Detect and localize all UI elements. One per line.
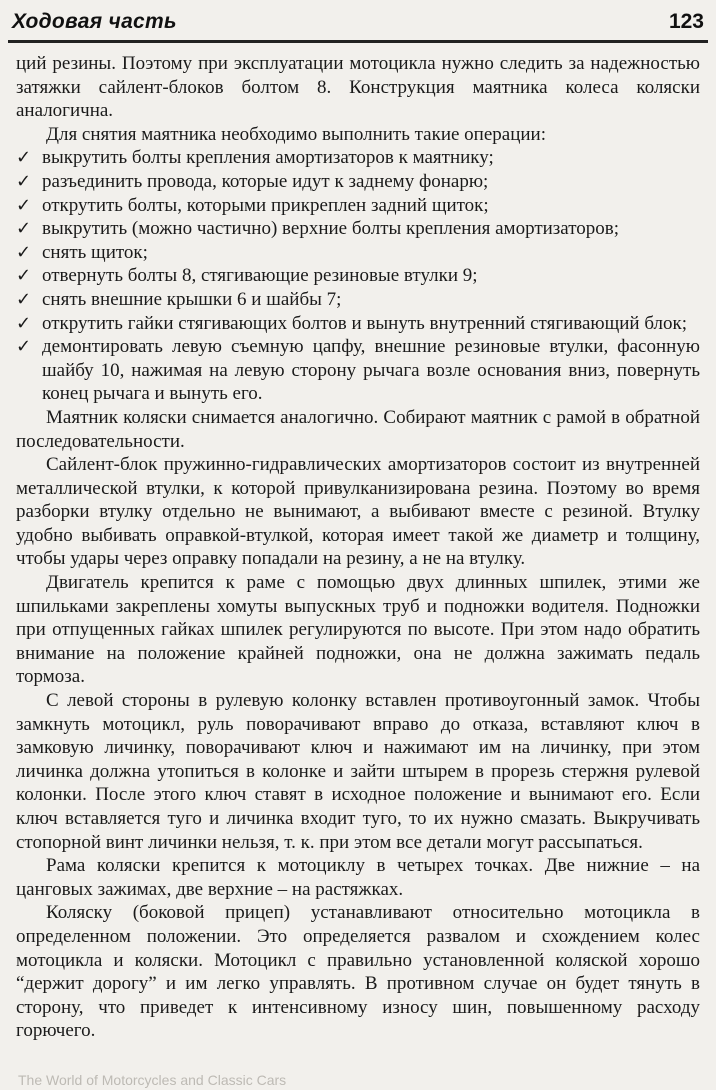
body-paragraph: С левой стороны в рулевую колонку вставлен противоугонный замок. Чтобы замкнуть мотоцикл, руль поворачивают вправо до отказа, вставляют ключ в замковую личинку, поворачивают ключ и нажимают им на личинку, при этом личинка должна утопиться в колонке и зайти штырем в прорезь стержня рулевой колонки. После этого ключ ставят в исходное положение и вынимают его. Если ключ вставляется туго и личинка входит туго, то их нужно смазать. Выкручивать стопорной винт личинки нельзя, т. к. при этом все детали могут рассыпаться. bbox=[16, 690, 700, 853]
list-item bbox=[16, 335, 700, 406]
step-text: выкрутить (можно частично) верхние болты крепления амортизаторов; bbox=[42, 218, 620, 240]
step-text: снять щиток; bbox=[42, 241, 148, 263]
list-item bbox=[16, 288, 700, 312]
list-item bbox=[16, 312, 700, 336]
list-item bbox=[16, 146, 700, 170]
list-item bbox=[16, 170, 700, 194]
removal-steps-list bbox=[16, 146, 700, 406]
removal-intro: Для снятия маятника необходимо выполнить такие операции: bbox=[46, 123, 547, 145]
step-text: снять внешние крышки 6 и шайбы 7; bbox=[42, 288, 342, 310]
header-rule bbox=[8, 40, 708, 43]
body-paragraph: Рама коляски крепится к мотоциклу в четырех точках. Две нижние – на цанговых зажимах, две верхние – на растяжках. bbox=[16, 855, 700, 900]
list-item bbox=[16, 217, 700, 241]
checkmark-icon: ✓ bbox=[16, 312, 32, 334]
step-text: отвернуть болты 8, стягивающие резиновые втулки 9; bbox=[42, 265, 478, 287]
intro-paragraph: ций резины. Поэтому при эксплуатации мотоцикла нужно следить за надежностью затяжки сайлент-блоков болтом 8. Конструкция маятника колеса коляски аналогична. bbox=[16, 53, 700, 122]
page-body bbox=[16, 52, 700, 1043]
checkmark-icon: ✓ bbox=[16, 170, 32, 192]
step-text: открутить гайки стягивающих болтов и вынуть внутренний стягивающий блок; bbox=[42, 312, 688, 334]
section-title: Ходовая часть bbox=[12, 10, 177, 33]
list-item bbox=[16, 264, 700, 288]
body-paragraph: Сайлент-блок пружинно-гидравлических амортизаторов состоит из внутренней металлической втулки, к которой привулканизирована резина. Поэтому во время разборки втулку отдельно не вынимают, а выбивают вместе с резиной. Втулку удобно выбивать оправкой-втулкой, которая имеет такой же диаметр и толщину, чтобы удары через оправку попадали на резину, а не на втулку. bbox=[16, 454, 700, 570]
checkmark-icon: ✓ bbox=[16, 194, 32, 216]
watermark: The World of Motorcycles and Classic Cars bbox=[18, 1072, 287, 1088]
body-paragraph: Маятник коляски снимается аналогично. Собирают маятник с рамой в обратной последовательности. bbox=[16, 406, 700, 452]
list-item bbox=[16, 241, 700, 265]
step-text: демонтировать левую съемную цапфу, внешние резиновые втулки, фасонную шайбу 10, нажимая на левую сторону рычага возле основания вниз, повернуть конец рычага и вынуть его. bbox=[42, 336, 700, 405]
checkmark-icon: ✓ bbox=[16, 218, 32, 240]
page-header bbox=[8, 8, 708, 48]
checkmark-icon: ✓ bbox=[16, 147, 32, 169]
step-text: выкрутить болты крепления амортизаторов к маятнику; bbox=[42, 147, 494, 169]
step-text: разъединить провода, которые идут к заднему фонарю; bbox=[42, 170, 489, 192]
step-text: открутить болты, которыми прикреплен задний щиток; bbox=[42, 194, 489, 216]
body-paragraph: Коляску (боковой прицеп) устанавливают относительно мотоцикла в определенном положении. Это определяется развалом и схождением колес мотоцикла и коляски. Мотоцикл с правильно установленной коляской хорошо “держит дорогу” и им легко управлять. В противном случае он будет тянуть в сторону, что приведет к интенсивному износу шин, повышенному расходу горючего. bbox=[16, 902, 700, 1042]
checkmark-icon: ✓ bbox=[16, 288, 32, 310]
checkmark-icon: ✓ bbox=[16, 241, 32, 263]
page-number: 123 bbox=[668, 10, 704, 33]
list-item bbox=[16, 194, 700, 218]
body-paragraph: Двигатель крепится к раме с помощью двух длинных шпилек, этими же шпильками закреплены хомуты выпускных труб и подножки водителя. Подножки при отпущенных гайках шпилек регулируются по высоте. При этом надо обратить внимание на положение крайней подножки, она не должна зажимать педаль тормоза. bbox=[16, 572, 700, 688]
checkmark-icon: ✓ bbox=[16, 265, 32, 287]
checkmark-icon: ✓ bbox=[16, 336, 32, 358]
